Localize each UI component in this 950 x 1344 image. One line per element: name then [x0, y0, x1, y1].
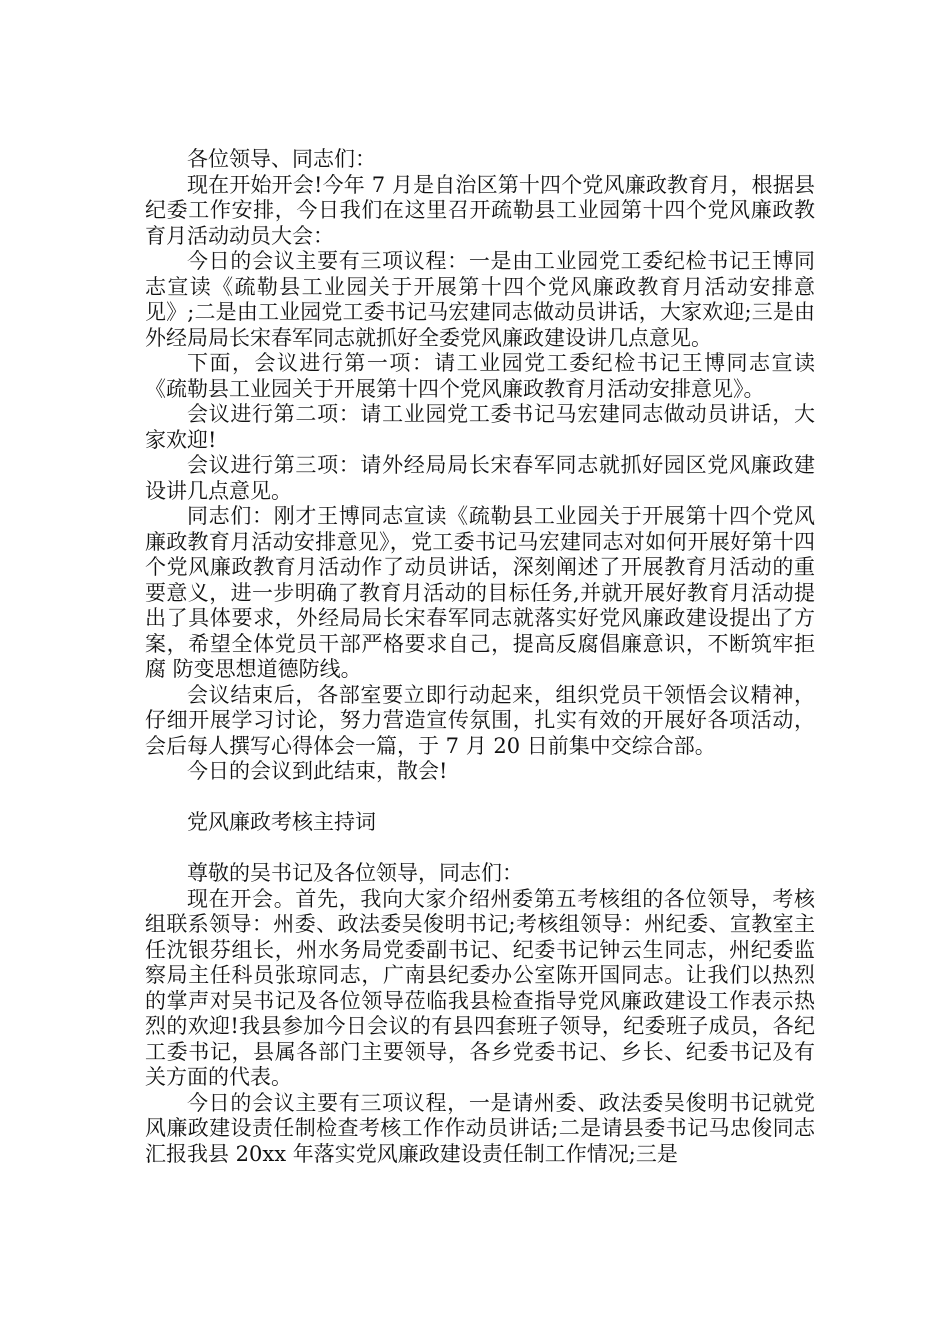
opening-paragraph: 现在开始开会!今年 7 月是自治区第十四个党风廉政教育月，根据县纪委工作安排，今日我们在这里召开疏勒县工业园第十四个党风廉政教育月活动动员大会：	[145, 172, 815, 248]
section-title: 党风廉政考核主持词	[187, 810, 376, 834]
introduction-paragraph: 现在开会。首先，我向大家介绍州委第五考核组的各位领导，考核组联系领导：州委、政法委吴俊明书记;考核组领导：州纪委、宣教室主任沈银芬组长，州水务局党委副书记、纪委书记钟云生同志，州纪委监察局主任科员张琼同志，广南县纪委办公室陈开国同志。让我们以热烈的掌声对吴书记及各位领导莅临我县检查指导党风廉政建设工作表示热烈的欢迎!我县参加今日会议的有县四套班子领导，纪委班子成员，各纪工委书记，县属各部门主要领导，各乡党委书记、乡长、纪委书记及有关方面的代表。	[145, 886, 815, 1089]
closing-paragraph: 今日的会议到此结束，散会!	[187, 759, 448, 783]
item-two-paragraph: 会议进行第二项：请工业园党工委书记马宏建同志做动员讲话，大家欢迎!	[145, 402, 815, 452]
agenda-paragraph-2: 今日的会议主要有三项议程，一是请州委、政法委吴俊明书记就党风廉政建设责任制检查考核工作作动员讲话;二是请县委书记马忠俊同志汇报我县 20xx 年落实党风廉政建设责任制工作情况;三是	[145, 1090, 815, 1166]
summary-paragraph: 同志们：刚才王博同志宣读《疏勒县工业园关于开展第十四个党风廉政教育月活动安排意见》，党工委书记马宏建同志对如何开展好第十四个党风廉政教育月活动作了动员讲话，深刻阐述了开展教育月活动的重要意义，进一步明确了教育月活动的目标任务,并就开展好教育月活动提出了具体要求，外经局局长宋春军同志就落实好党风廉政建设提出了方案，希望全体党员干部严格要求自己，提高反腐倡廉意识，不断筑牢拒腐 防变思想道德防线。	[145, 504, 815, 681]
agenda-paragraph: 今日的会议主要有三项议程：一是由工业园党工委纪检书记王博同志宣读《疏勒县工业园关于开展第十四个党风廉政教育月活动安排意见》;二是由工业园党工委书记马宏建同志做动员讲话，大家欢迎;三是由外经局局长宋春军同志就抓好全委党风廉政建设讲几点意见。	[145, 249, 815, 350]
document-page	[145, 147, 815, 1167]
item-three-paragraph: 会议进行第三项：请外经局局长宋春军同志就抓好园区党风廉政建设讲几点意见。	[145, 453, 815, 503]
requirements-paragraph: 会议结束后，各部室要立即行动起来，组织党员干领悟会议精神，仔细开展学习讨论，努力营造宣传氛围，扎实有效的开展好各项活动，会后每人撰写心得体会一篇，于 7 月 20 日前集中交综合部。	[145, 682, 815, 758]
salutation-2: 尊敬的吴书记及各位领导，同志们：	[187, 861, 523, 885]
salutation: 各位领导、同志们：	[187, 147, 376, 171]
item-one-paragraph: 下面，会议进行第一项：请工业园党工委纪检书记王博同志宣读《疏勒县工业园关于开展第十四个党风廉政教育月活动安排意见》。	[145, 351, 815, 401]
